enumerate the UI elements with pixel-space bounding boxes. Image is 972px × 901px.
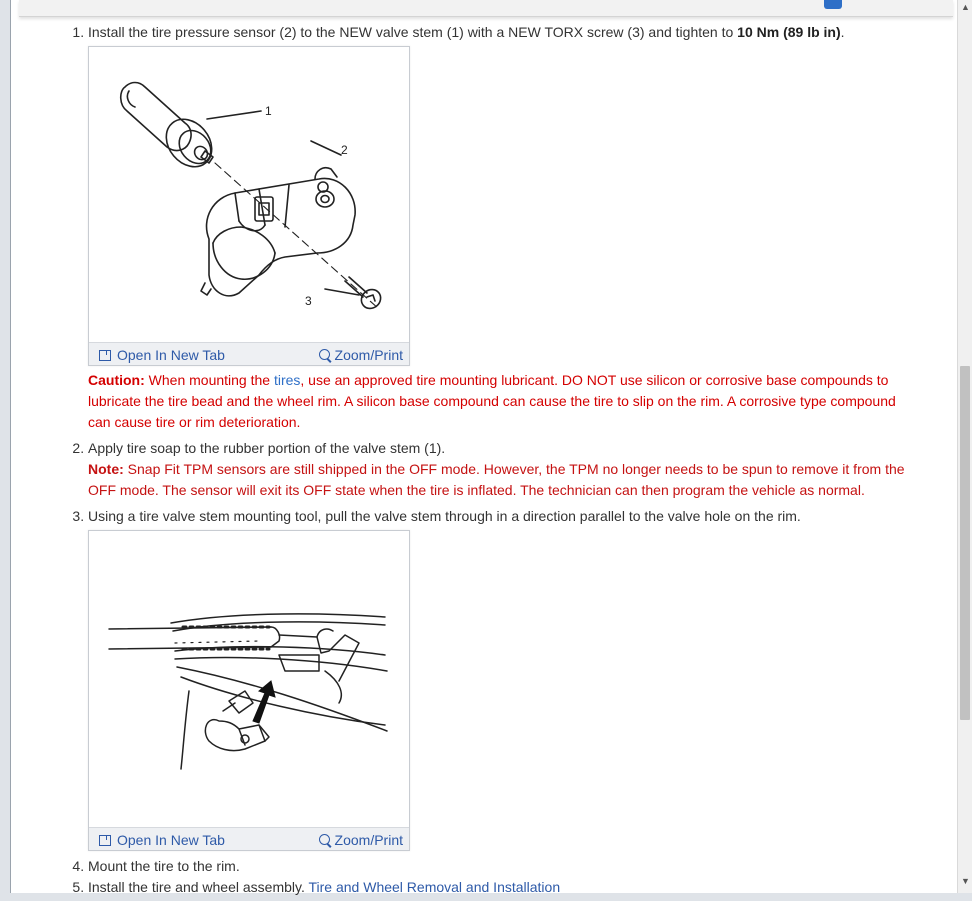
step-1: 1. Install the tire pressure sensor (2) to the NEW valve stem (1) with a NEW TORX screw (3) and tighten to 10 Nm (89 lb in). 1 2 3 Open In New Tab Zoom/Print Caution: When mounting the tires, use an approved tire mounting lubricant. DO NOT use silicon or corrosive base compounds to lubricate the tire bead and the wheel rim. A silicon base compound can cause the tire to slip on the rim. A corrosive type compound can cause tire or rim deterioration.: [88, 22, 941, 433]
callout-3: 3: [305, 294, 312, 308]
tires-link[interactable]: tires: [273, 372, 301, 388]
note-block: Note: Snap Fit TPM sensors are still shipped in the OFF mode. However, the TPM no longer needs to be spun to remove it from the OFF mode. The sensor will exit its OFF state when the tire is inflated. The technician can then program the vehicle as normal.: [88, 461, 905, 498]
tpms-sensor-diagram: [89, 47, 409, 342]
step-4-text: Mount the tire to the rim.: [88, 858, 240, 874]
figure-1-toolbar: [89, 342, 409, 365]
procedure-steps: [11, 22, 941, 898]
open-in-new-tab-button[interactable]: Open In New Tab: [99, 345, 225, 366]
procedure-content: [11, 22, 941, 898]
valve-stem-illustration: [89, 531, 409, 827]
document-window: [10, 0, 970, 895]
caution-label: Caution:: [88, 372, 145, 388]
step-1-text: Install the tire pressure sensor (2) to the NEW valve stem (1) with a NEW TORX screw (3) and tighten to: [88, 24, 738, 40]
torque-spec: 10 Nm (89 lb in): [737, 24, 841, 40]
callout-1: 1: [265, 104, 272, 118]
scroll-up-icon[interactable]: ▲: [961, 2, 970, 12]
zoom-icon: [319, 834, 331, 848]
sensor-install-illustration: [89, 47, 409, 342]
open-new-tab-icon: [99, 350, 111, 361]
sensor-install-figure: [88, 46, 410, 366]
step-4: [88, 856, 941, 877]
tire-wheel-removal-link[interactable]: Tire and Wheel Removal and Installation: [308, 879, 561, 895]
zoom-print-button-2[interactable]: Zoom/Print: [319, 830, 403, 851]
caution-block: Caution: When mounting the tires, use an approved tire mounting lubricant. DO NOT use silicon or corrosive base compounds to lubricate the tire bead and the wheel rim. A silicon base compound can cause the tire to slip on the rim. A corrosive type compound can cause tire or rim deterioration.: [88, 372, 896, 430]
scroll-down-icon[interactable]: ▼: [961, 876, 970, 886]
step-3-text: Using a tire valve stem mounting tool, pull the valve stem through in a direction parallel to the valve hole on the rim.: [88, 508, 801, 524]
valve-stem-figure: [88, 530, 410, 851]
step-3: [88, 506, 941, 851]
callout-2: 2: [341, 143, 348, 157]
zoom-icon: [319, 349, 331, 363]
note-label: Note:: [88, 461, 124, 477]
step-5: [88, 877, 941, 898]
open-new-tab-icon: [99, 835, 111, 846]
valve-stem-mounting-diagram: [89, 531, 409, 827]
open-in-new-tab-button-2[interactable]: Open In New Tab: [99, 830, 225, 851]
step-2-text: Apply tire soap to the rubber portion of the valve stem (1).: [88, 440, 446, 456]
vertical-scrollbar[interactable]: [957, 0, 972, 893]
step-5-text: Install the tire and wheel assembly.: [88, 879, 309, 895]
zoom-print-button[interactable]: Zoom/Print: [319, 345, 403, 366]
scroll-thumb[interactable]: [960, 366, 970, 720]
toolbar-partial: [19, 0, 953, 17]
step-2: [88, 438, 941, 501]
add-bookmark-icon[interactable]: [824, 0, 842, 9]
figure-2-toolbar: [89, 827, 409, 850]
